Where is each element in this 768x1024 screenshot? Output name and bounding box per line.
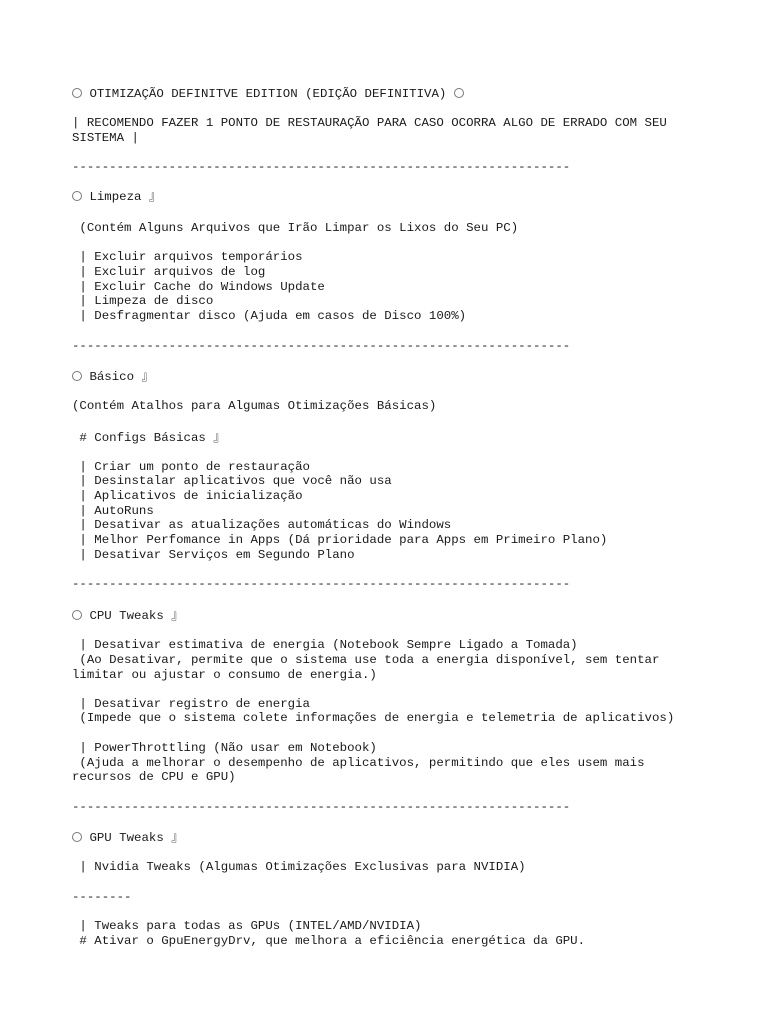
separator: -------------------------------------------------------------------	[72, 160, 571, 174]
list-item: | Desativar registro de energia	[72, 697, 310, 711]
circle-icon	[72, 88, 82, 98]
list-item: | Melhor Perfomance in Apps (Dá prioridade para Apps em Primeiro Plano)	[72, 533, 608, 547]
list-item: | Excluir arquivos de log	[72, 265, 266, 279]
subsection-heading: # Configs Básicas 』	[72, 431, 226, 445]
circle-icon	[72, 371, 82, 381]
document-title-line	[72, 87, 464, 102]
list-item: | Desfragmentar disco (Ajuda em casos de Disco 100%)	[72, 309, 467, 323]
list-item: | Criar um ponto de restauração	[72, 460, 310, 474]
list-item: | Desativar as atualizações automáticas do Windows	[72, 518, 452, 532]
list-item: | Limpeza de disco	[72, 294, 214, 308]
list-item: | Nvidia Tweaks (Algumas Otimizações Exclusivas para NVIDIA)	[72, 860, 526, 874]
list-item: | Excluir arquivos temporários	[72, 250, 303, 264]
item-description: (Impede que o sistema colete informações de energia e telemetria de aplicativos)	[72, 711, 675, 725]
section-heading-limpeza: Limpeza 』	[72, 190, 161, 205]
warning-line: | RECOMENDO FAZER 1 PONTO DE RESTAURAÇÃO PARA CASO OCORRA ALGO DE ERRADO COM SEU	[72, 116, 667, 130]
circle-icon	[72, 191, 82, 201]
item-description: limitar ou ajustar o consumo de energia.)	[72, 668, 377, 682]
item-description: recursos de CPU e GPU)	[72, 770, 236, 784]
list-item: | AutoRuns	[72, 504, 154, 518]
warning-line: SISTEMA |	[72, 131, 139, 145]
list-item: | Aplicativos de inicialização	[72, 489, 303, 503]
short-separator: --------	[72, 890, 132, 904]
circle-icon	[72, 832, 82, 842]
item-description: (Ao Desativar, permite que o sistema use toda a energia disponível, sem tentar	[72, 653, 660, 667]
list-item: | PowerThrottling (Não usar em Notebook)	[72, 741, 377, 755]
section-heading-cpu: CPU Tweaks 』	[72, 609, 184, 624]
circle-icon	[454, 88, 464, 98]
list-item: | Desativar Serviços em Segundo Plano	[72, 548, 355, 562]
list-item: | Desativar estimativa de energia (Notebook Sempre Ligado a Tomada)	[72, 638, 578, 652]
section-heading-gpu: GPU Tweaks 』	[72, 831, 184, 846]
separator: -------------------------------------------------------------------	[72, 339, 571, 353]
document-title: OTIMIZAÇÃO DEFINITVE EDITION (EDIÇÃO DEFINITIVA)	[89, 87, 447, 101]
list-item: | Excluir Cache do Windows Update	[72, 280, 325, 294]
separator: -------------------------------------------------------------------	[72, 800, 571, 814]
section-intro: (Contém Alguns Arquivos que Irão Limpar os Lixos do Seu PC)	[72, 221, 519, 235]
section-heading-basico: Básico 』	[72, 370, 154, 385]
circle-icon	[72, 610, 82, 620]
separator: -------------------------------------------------------------------	[72, 577, 571, 591]
section-intro: (Contém Atalhos para Algumas Otimizações Básicas)	[72, 399, 437, 413]
item-description: (Ajuda a melhorar o desempenho de aplicativos, permitindo que eles usem mais	[72, 756, 645, 770]
list-item: | Tweaks para todas as GPUs (INTEL/AMD/NVIDIA)	[72, 919, 422, 933]
list-item: | Desinstalar aplicativos que você não usa	[72, 474, 392, 488]
item-description: # Ativar o GpuEnergyDrv, que melhora a eficiência energética da GPU.	[72, 934, 586, 948]
